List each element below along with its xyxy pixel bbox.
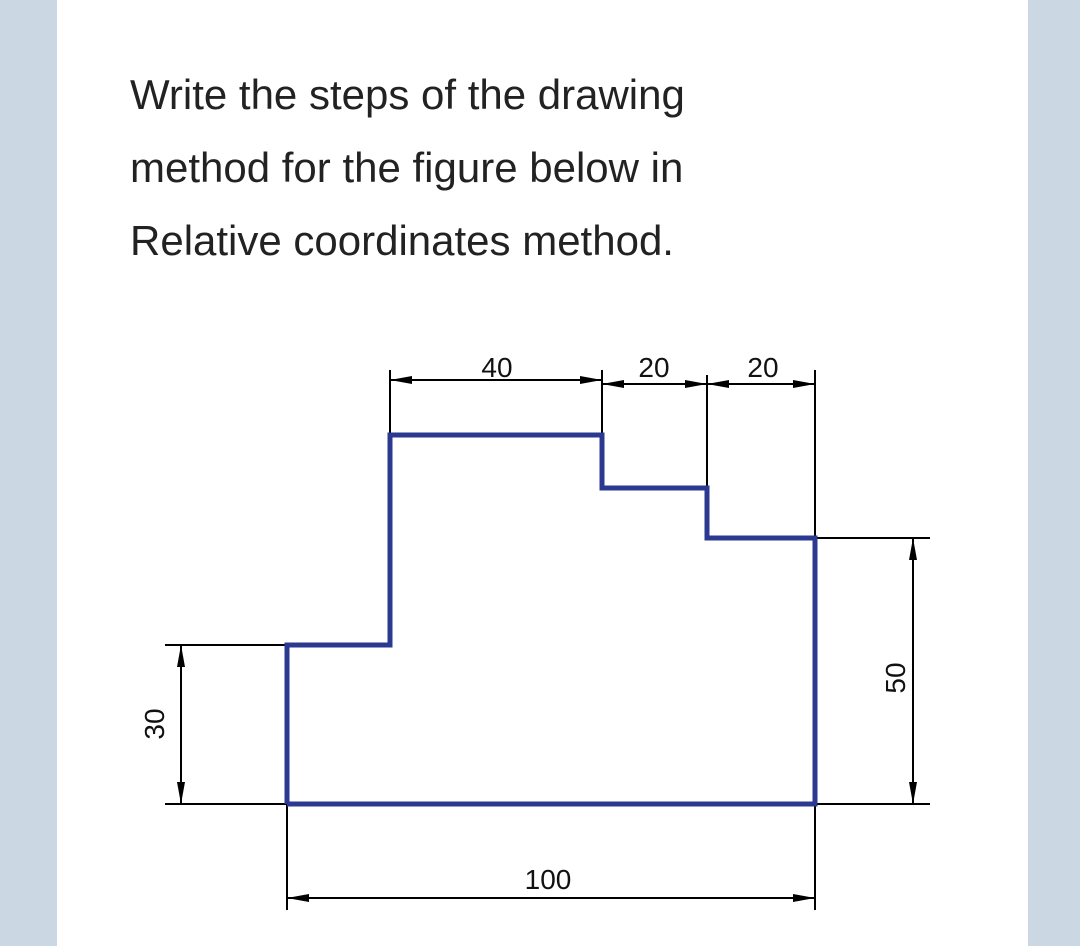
question-line-3: Relative coordinates method. — [130, 217, 674, 264]
dim-label-top-40: 40 — [481, 352, 513, 383]
dim-label-bottom-100: 100 — [524, 864, 572, 895]
dim-label-top-20-middle: 20 — [638, 352, 670, 383]
question-line-1: Write the steps of the drawing — [130, 71, 685, 118]
dim-label-right-50: 50 — [880, 662, 911, 694]
dimension-lines — [181, 380, 913, 898]
question-line-2: method for the figure below in — [130, 144, 684, 191]
dim-label-left-30: 30 — [139, 708, 170, 740]
dim-label-top-20-right: 20 — [747, 352, 779, 383]
part-outline — [287, 435, 815, 804]
